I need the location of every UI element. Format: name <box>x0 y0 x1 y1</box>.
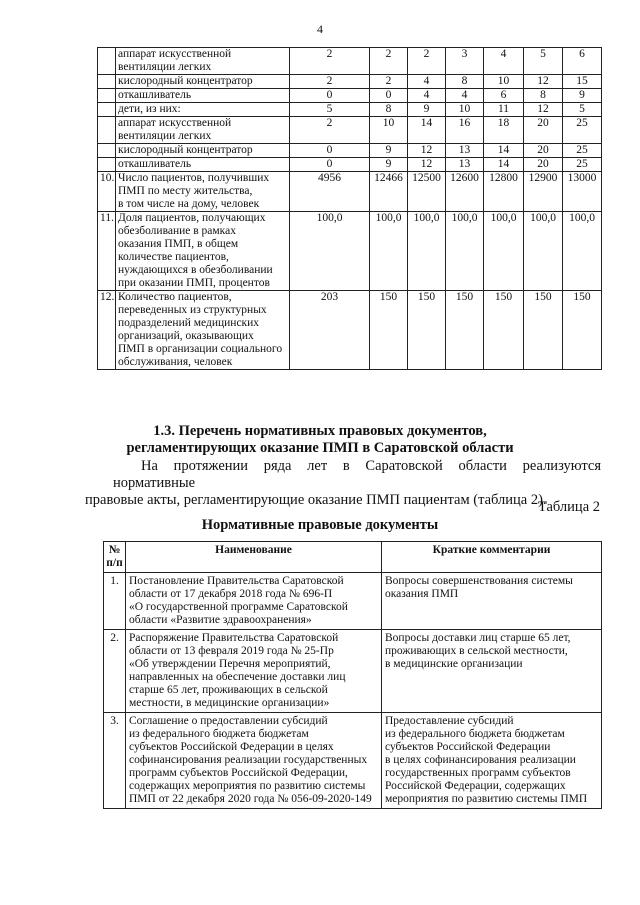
row-index: 11. <box>98 212 116 291</box>
row-label-line: дети, из них: <box>118 103 181 115</box>
row-label-line: в том числе на дому, человек <box>118 198 260 210</box>
document-comment-line: государственных программ субъектов <box>385 767 571 779</box>
row-label <box>116 75 290 89</box>
section-title <box>0 423 640 457</box>
value-cell: 3 <box>446 48 484 75</box>
document-comment <box>382 573 602 630</box>
row-index <box>98 158 116 172</box>
value-cell: 4956 <box>290 172 370 212</box>
document-name-line: области «Развитие здравоохранения» <box>129 614 312 626</box>
value-cell: 100,0 <box>563 212 602 291</box>
document-name-line: Распоряжение Правительства Саратовской <box>129 632 339 644</box>
row-label-line: количестве пациентов, <box>118 251 229 263</box>
table-row <box>98 172 602 212</box>
value-cell: 150 <box>484 291 524 370</box>
document-name-line: местности, в медицинские организации» <box>129 697 330 709</box>
value-cell: 14 <box>484 144 524 158</box>
header-num-line: п/п <box>106 557 123 569</box>
document-comment-line: Предоставление субсидий <box>385 715 514 727</box>
value-cell: 0 <box>370 89 408 103</box>
row-label-line: оказания ПМП, в общем <box>118 238 239 250</box>
table-row <box>98 212 602 291</box>
table-row <box>98 158 602 172</box>
value-cell: 9 <box>563 89 602 103</box>
table-label: Таблица 2 <box>537 499 600 515</box>
table-row <box>104 713 602 809</box>
document-comment-line: из федерального бюджета бюджетам <box>385 728 565 740</box>
value-cell: 2 <box>290 48 370 75</box>
row-label <box>116 172 290 212</box>
paragraph-line: На протяжении ряда лет в Саратовской области реализуются нормативные <box>113 458 601 491</box>
value-cell: 0 <box>290 144 370 158</box>
row-label-line: при оказании ПМП, процентов <box>118 277 270 289</box>
row-label <box>116 212 290 291</box>
value-cell: 100,0 <box>446 212 484 291</box>
value-cell: 25 <box>563 117 602 144</box>
document-name-line: ПМП от 22 декабря 2020 года № 056-09-2020-149 <box>129 793 372 805</box>
table-row <box>98 48 602 75</box>
document-name <box>126 573 382 630</box>
value-cell: 150 <box>524 291 563 370</box>
document-name-line: «Об утверждении Перечня мероприятий, <box>129 658 331 670</box>
row-label-line: Доля пациентов, получающих <box>118 212 266 224</box>
value-cell: 16 <box>446 117 484 144</box>
value-cell: 12466 <box>370 172 408 212</box>
row-index <box>98 48 116 75</box>
value-cell: 10 <box>370 117 408 144</box>
value-cell: 13 <box>446 158 484 172</box>
value-cell: 14 <box>484 158 524 172</box>
value-cell: 12500 <box>408 172 446 212</box>
value-cell: 20 <box>524 144 563 158</box>
value-cell: 150 <box>370 291 408 370</box>
row-label-line: откашливатель <box>118 158 192 170</box>
document-comment-line: мероприятия по развитию системы ПМП <box>385 793 588 805</box>
value-cell: 20 <box>524 117 563 144</box>
document-comment <box>382 630 602 713</box>
header-comment: Краткие комментарии <box>382 542 602 573</box>
value-cell: 12 <box>408 144 446 158</box>
value-cell: 203 <box>290 291 370 370</box>
value-cell: 13 <box>446 144 484 158</box>
document-comment-line: Российской Федерации, содержащих <box>385 780 566 792</box>
row-label-line: переведенных из структурных <box>118 304 267 316</box>
document-name <box>126 630 382 713</box>
value-cell: 100,0 <box>408 212 446 291</box>
row-index <box>98 103 116 117</box>
table-row <box>98 117 602 144</box>
section-title-line: 1.3. Перечень нормативных правовых документов, <box>153 423 487 439</box>
document-name-line: направленных на обеспечение доставки лиц <box>129 671 346 683</box>
value-cell: 150 <box>446 291 484 370</box>
row-label-line: кислородный концентратор <box>118 75 253 87</box>
value-cell: 14 <box>408 117 446 144</box>
value-cell: 150 <box>408 291 446 370</box>
value-cell: 12800 <box>484 172 524 212</box>
row-index <box>98 144 116 158</box>
value-cell: 12600 <box>446 172 484 212</box>
value-cell: 25 <box>563 144 602 158</box>
value-cell: 0 <box>290 158 370 172</box>
section-title-line: регламентирующих оказание ПМП в Саратовской области <box>126 440 514 456</box>
row-label <box>116 291 290 370</box>
value-cell: 15 <box>563 75 602 89</box>
value-cell: 25 <box>563 158 602 172</box>
row-label <box>116 103 290 117</box>
value-cell: 2 <box>370 48 408 75</box>
value-cell: 5 <box>524 48 563 75</box>
document-name-line: области от 17 декабря 2018 года № 696-П <box>129 588 333 600</box>
value-cell: 10 <box>446 103 484 117</box>
value-cell: 10 <box>484 75 524 89</box>
table-row <box>98 291 602 370</box>
row-label-line: подразделений медицинских <box>118 317 260 329</box>
documents-table <box>103 541 602 809</box>
value-cell: 2 <box>290 117 370 144</box>
row-label-line: аппарат искусственной <box>118 48 232 60</box>
document-name-line: программ субъектов Российской Федерации, <box>129 767 348 779</box>
page-number: 4 <box>317 22 323 36</box>
indicators-table <box>97 47 602 370</box>
value-cell: 2 <box>408 48 446 75</box>
document-comment-line: Вопросы доставки лиц старше 65 лет, <box>385 632 571 644</box>
document-name <box>126 713 382 809</box>
section-paragraph <box>85 458 601 509</box>
document-comment-line: в целях софинансирования реализации <box>385 754 576 766</box>
row-label-line: ПМП по месту жительства, <box>118 185 253 197</box>
row-label-line: обезболивание в рамках <box>118 225 236 237</box>
document-name-line: старше 65 лет, проживающих в сельской <box>129 684 328 696</box>
row-label-line: вентиляции легких <box>118 61 212 73</box>
value-cell: 12 <box>524 75 563 89</box>
table-title: Нормативные правовые документы <box>201 517 439 533</box>
document-comment-line: субъектов Российской Федерации <box>385 741 551 753</box>
document-name-line: Соглашение о предоставлении субсидий <box>129 715 328 727</box>
document-name-line: из федерального бюджета бюджетам <box>129 728 309 740</box>
header-name: Наименование <box>126 542 382 573</box>
document-name-line: области от 13 февраля 2019 года № 25-Пр <box>129 645 334 657</box>
value-cell: 9 <box>370 158 408 172</box>
value-cell: 150 <box>563 291 602 370</box>
document-name-line: субъектов Российской Федерации в целях <box>129 741 334 753</box>
row-index: 2. <box>104 630 126 713</box>
table-row <box>98 103 602 117</box>
value-cell: 11 <box>484 103 524 117</box>
value-cell: 0 <box>290 89 370 103</box>
value-cell: 100,0 <box>524 212 563 291</box>
value-cell: 4 <box>484 48 524 75</box>
table-row <box>98 75 602 89</box>
row-index <box>98 117 116 144</box>
document-comment <box>382 713 602 809</box>
value-cell: 2 <box>290 75 370 89</box>
value-cell: 6 <box>484 89 524 103</box>
row-label-line: аппарат искусственной <box>118 117 232 129</box>
document-name-line: содержащих мероприятия по развитию системы <box>129 780 366 792</box>
row-label-line: обслуживания, человек <box>118 356 233 368</box>
row-index: 1. <box>104 573 126 630</box>
row-label-line: вентиляции легких <box>118 130 212 142</box>
documents-table-header <box>104 542 602 573</box>
row-label-line: организаций, оказывающих <box>118 330 254 342</box>
document-name-line: Постановление Правительства Саратовской <box>129 575 344 587</box>
document-name-line: «О государственной программе Саратовской <box>129 601 348 613</box>
row-label-line: Число пациентов, получивших <box>118 172 270 184</box>
table-row <box>104 573 602 630</box>
value-cell: 4 <box>408 89 446 103</box>
row-label <box>116 158 290 172</box>
table-row <box>98 89 602 103</box>
row-label <box>116 144 290 158</box>
row-label-line: Количество пациентов, <box>118 291 232 303</box>
value-cell: 9 <box>408 103 446 117</box>
value-cell: 2 <box>370 75 408 89</box>
document-comment-line: в медицинские организации <box>385 658 523 670</box>
row-label <box>116 117 290 144</box>
value-cell: 6 <box>563 48 602 75</box>
document-name-line: софинансирования реализации государственных <box>129 754 368 766</box>
value-cell: 13000 <box>563 172 602 212</box>
value-cell: 100,0 <box>370 212 408 291</box>
document-comment-line: проживающих в сельской местности, <box>385 645 568 657</box>
row-label-line: кислородный концентратор <box>118 144 253 156</box>
table-row <box>98 144 602 158</box>
value-cell: 8 <box>370 103 408 117</box>
row-label-line: нуждающихся в обезболивании <box>118 264 273 276</box>
row-label-line: ПМП в организации социального <box>118 343 283 355</box>
row-label-line: откашливатель <box>118 89 192 101</box>
value-cell: 18 <box>484 117 524 144</box>
value-cell: 100,0 <box>484 212 524 291</box>
header-num <box>104 542 126 573</box>
row-label <box>116 89 290 103</box>
document-comment-line: оказания ПМП <box>385 588 459 600</box>
value-cell: 5 <box>290 103 370 117</box>
value-cell: 12 <box>524 103 563 117</box>
value-cell: 12 <box>408 158 446 172</box>
paragraph-line: правовые акты, регламентирующие оказание ПМП пациентам (таблица 2). <box>85 492 547 508</box>
row-index <box>98 89 116 103</box>
value-cell: 8 <box>446 75 484 89</box>
header-num-line: № <box>108 544 121 556</box>
row-index: 12. <box>98 291 116 370</box>
value-cell: 4 <box>446 89 484 103</box>
value-cell: 100,0 <box>290 212 370 291</box>
value-cell: 9 <box>370 144 408 158</box>
row-index: 10. <box>98 172 116 212</box>
value-cell: 4 <box>408 75 446 89</box>
value-cell: 5 <box>563 103 602 117</box>
row-label <box>116 48 290 75</box>
row-index: 3. <box>104 713 126 809</box>
value-cell: 12900 <box>524 172 563 212</box>
document-comment-line: Вопросы совершенствования системы <box>385 575 573 587</box>
table-row <box>104 630 602 713</box>
value-cell: 20 <box>524 158 563 172</box>
row-index <box>98 75 116 89</box>
value-cell: 8 <box>524 89 563 103</box>
